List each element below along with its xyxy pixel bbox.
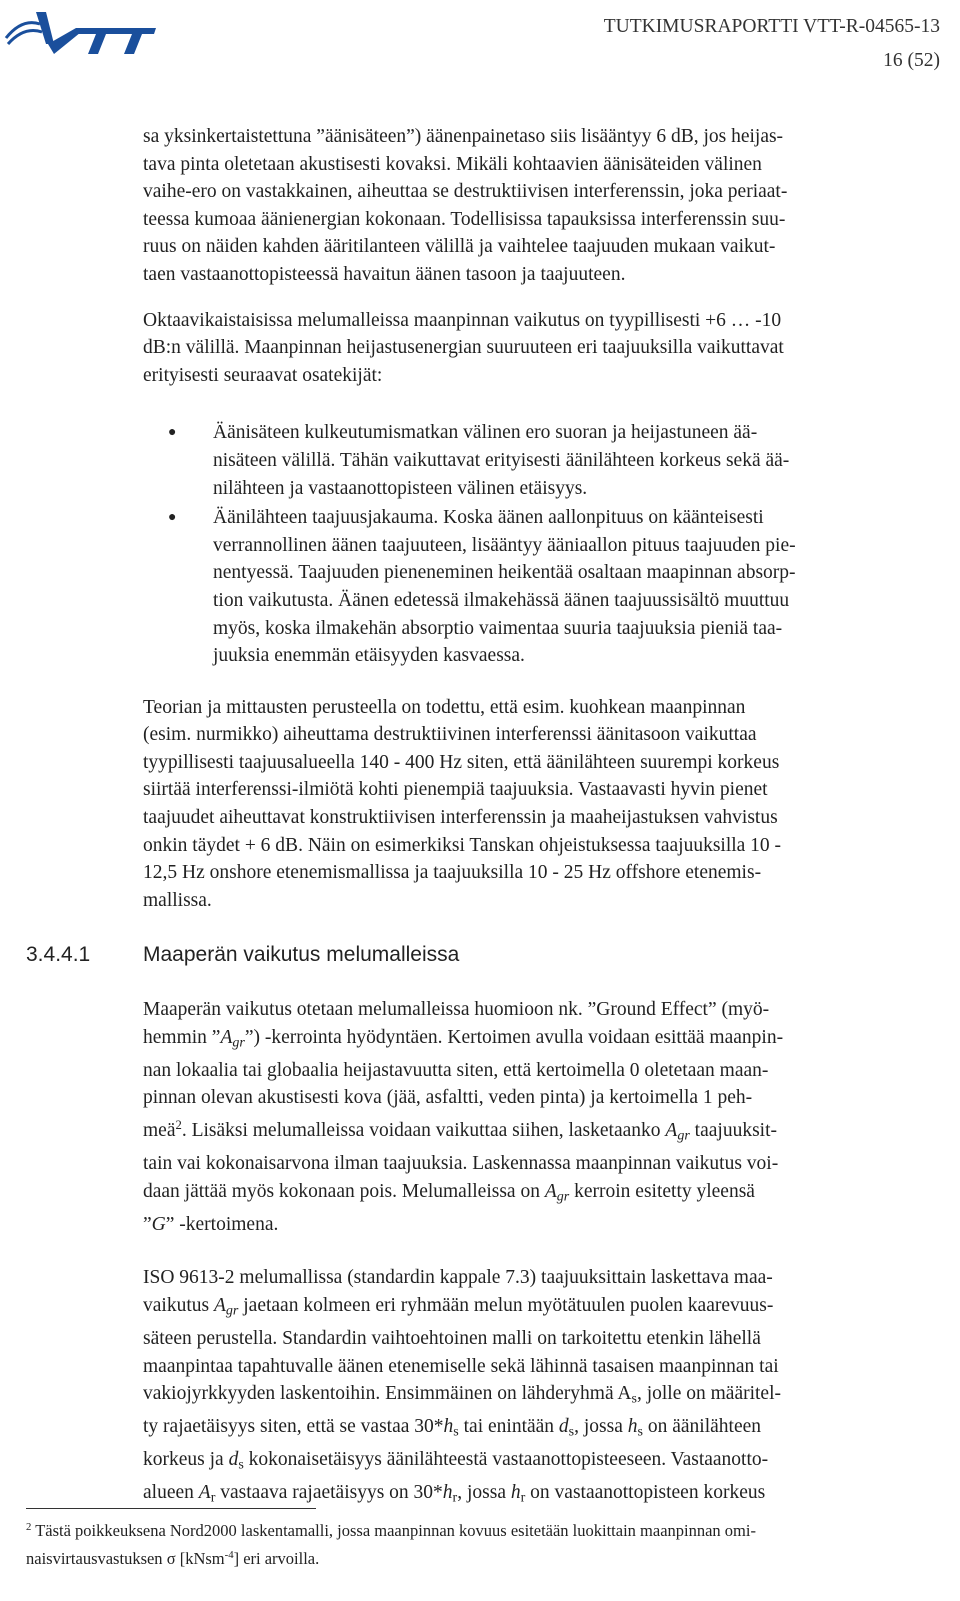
page-number: 16 (52) [883, 50, 940, 71]
list-item: ● Äänisäteen kulkeutumismatkan välinen ero suoran ja heijastuneen ää- nisäteen välillä. Tähän vaikuttavat erityisesti äänilähteen korkeus sekä ää- nilähteen ja vastaanottopisteen välinen etäisyys. [213, 419, 940, 502]
section-number: 3.4.4.1 [26, 943, 91, 966]
body-text-top [143, 123, 940, 914]
factor-list [168, 419, 940, 669]
footnote-ref: 2 [175, 1117, 182, 1132]
footnote-divider [26, 1508, 316, 1509]
list-item: ● Äänilähteen taajuusjakauma. Koska äänen aallonpituus on käänteisesti verrannollinen äänen taajuuteen, lisääntyy ääniaallon pituus taajuuden pie- nentyessä. Taajuuden pieneneminen heikentää osaltaan maapinnan absorp- tion vaikutusta. Äänen edetessä ilmakehässä äänen taajuussisältö muuttuu myös, koska ilmakehän absorptio vaimentaa suuria taajuuksia pieniä taa- juuksia enemmän etäisyyden kasvaessa. [213, 504, 940, 670]
section-heading [26, 943, 459, 967]
section-title: Maaperän vaikutus melumalleissa [143, 943, 460, 966]
paragraph-2: Oktaavikaistaisissa melumalleissa maanpinnan vaikutus on tyypillisesti +6 … -10 dB:n välillä. Maanpinnan heijastusenergian suuruuteen eri taajuuksilla vaikuttavat erityisesti seuraavat osatekijät: [143, 309, 784, 386]
report-id: TUTKIMUSRAPORTTI VTT-R-04565-13 [603, 16, 940, 37]
footnote-number: 2 [26, 1521, 32, 1533]
bullet-icon: ● [168, 425, 177, 441]
svg-text:VTT: VTT [158, 60, 160, 61]
paragraph-1: sa yksinkertaistettuna ”äänisäteen”) äänenpainetaso siis lisääntyy 6 dB, jos heijas- tava pinta oletetaan akustisesti kovaksi. Mikäli kohtaavien äänisäteiden välinen vaihe-ero on vastakkainen, aiheuttaa se destruktiivisen interferenssin, joka periaat- teessa kumoaa äänienergian kokonaan. Todellisissa tapauksissa interferenssin suu- ruus on näiden kahden ääritilanteen välillä ja vaihtelee taajuuden mukaan vaikut- taen vastaanottopisteessä havaitun äänen tasoon ja taajuuteen. [143, 126, 788, 285]
paragraph-4: Maaperän vaikutus otetaan melumalleissa huomioon nk. ”Ground Effect” (myö- hemmin $”A_{gr}$”) -kerrointa hyödyntäen. Kertoimen avulla voidaan esittää maanpin- nan lokaalia tai globaalia heijastavuutta siten, että kertoimella 0 oletetaan maan- pinnan olevan akustisesti kova (jää, asfaltti, veden pinta) ja kertoimella 1 peh- meä$^2$. Lisäksi melumalleissa voidaan vaikuttaa siihen, lasketaanko $A_{gr}$ taajuuksit- tain vai kokonaisarvona ilman taajuuksia. Laskennassa maanpinnan vaikutus voi- daan jättää myös kokonaan pois. Melumalleissa on $A_{gr}$ kerroin esitetty yleensä ”G” -kertoimena. [143, 999, 784, 1235]
vtt-logo [2, 4, 158, 60]
body-text-bottom [143, 996, 940, 1512]
paragraph-3: Teorian ja mittausten perusteella on todettu, että esim. kuohkean maanpinnan (esim. nurmikko) aiheuttama destruktiivinen interferenssi äänitasoon vaikuttaa tyypillisesti taajuusalueella 140 - 400 Hz siten, että äänilähteen suurempi korkeus siirtää interferenssi-ilmiötä kohti pienempiä taajuuksia. Vastaavasti hyvin pienet taajuudet aiheuttavat konstruktiivisen interferenssin ja maaheijastuksen vahvistus onkin täydet + 6 dB. Näin on esimerkiksi Tanskan ohjeistuksessa taajuuksilla 10 - 12,5 Hz onshore etenemismallissa ja taajuuksilla 10 - 25 Hz offshore etenemis- mallissa. [143, 696, 782, 911]
footnote: $^2$ Tästä poikkeuksena Nord2000 laskentamalli, jossa maanpinnan kovuus esitetään luokittain maanpinnan omi- naisvirtausvastuksen σ [kNsm$^{-4}$] eri arvoilla. [26, 1520, 756, 1568]
bullet-icon: ● [168, 510, 177, 526]
paragraph-5: ISO 9613-2 melumallissa (standardin kappale 7.3) taajuuksittain laskettava maa- vaikutus $A_{gr}$ jaetaan kolmeen eri ryhmään melun myötätuulen puolen kaarevuus- säteen perustella. Standardin vaihtoehtoinen malli on tarkoitettu etenkin lähellä maanpintaa tapahtuvalle äänen etenemiselle sekä lähinnä tasaisen maanpinnan tai vakiojyrkkyyden laskentoihin. Ensimmäinen on lähderyhmä As, jolle on määritel- ty rajaetäisyys siten, että se vastaa 30*hs tai enintään ds, jossa hs on äänilähteen korkeus ja ds kokonaisetäisyys äänilähteestä vastaanottopisteeseen. Vastaanotto- alueen Ar vastaava rajaetäisyys on 30*hr, jossa hr on vastaanottopisteen korkeus [143, 1267, 782, 1506]
